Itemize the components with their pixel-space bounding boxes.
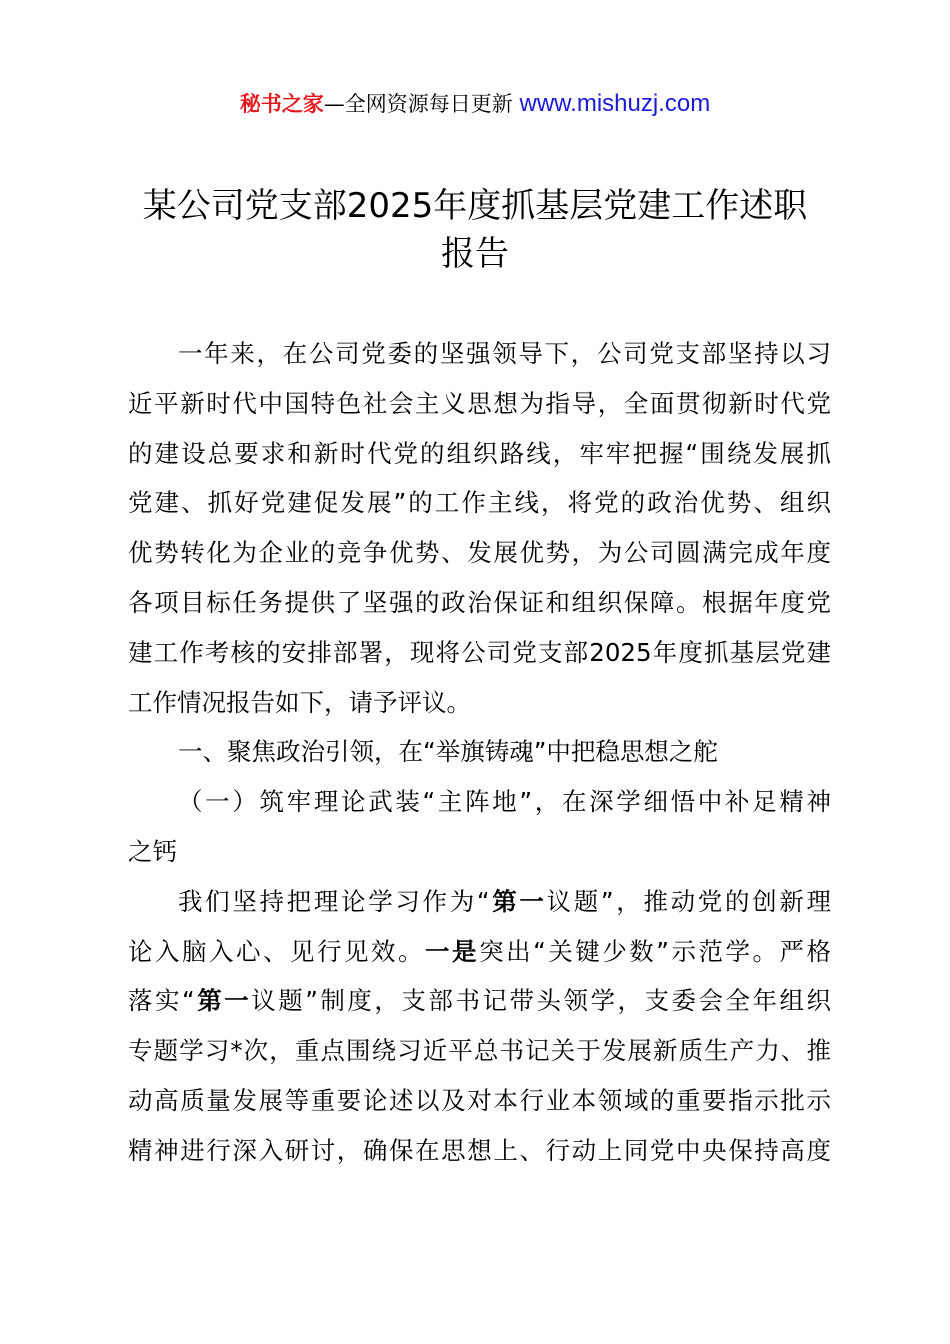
text-line: [128, 981, 831, 1021]
bold-text: 第一: [489, 886, 547, 916]
text-span: 议题”制度，支部书记带头领学，支委会全年组织: [251, 986, 831, 1016]
text-line: [128, 932, 831, 972]
text-span: 动高质量发展等重要论述以及对本行业本领域的重要指示批示: [128, 1086, 831, 1115]
text-line: [128, 583, 831, 623]
title-line: 某公司党支部2025年度抓基层党建工作述职: [142, 186, 808, 226]
text-line: [128, 533, 831, 573]
text-line: [128, 1031, 831, 1071]
text-span: 突出“关键少数”示范学。严格: [479, 936, 832, 966]
text-line: [178, 782, 831, 822]
text-span: 议题”，推动党的创新理: [546, 886, 831, 916]
text-span: （一）筑牢理论武装“主阵地”，在深学细悟中补足精神: [178, 787, 831, 817]
text-span: 优势转化为企业的竞争优势、发展优势，为公司圆满完成年度: [128, 538, 831, 568]
text-span: 之钙: [128, 837, 177, 866]
text-line: [128, 633, 831, 673]
text-span: 论入脑入心、见行见效。: [128, 936, 426, 966]
text-line: [128, 1081, 831, 1121]
document-title: [100, 182, 850, 278]
text-span: 一年来，在公司党委的坚强领导下，公司党支部坚持以习: [178, 339, 831, 368]
text-span: 我们坚持把理论学习作为“: [178, 886, 490, 916]
text-span: 建工作考核的安排部署，现将公司党支部2025年度抓基层党建: [128, 637, 831, 667]
text-span: 专题学习*次，重点围绕习近平总书记关于发展新质生产力、推: [128, 1036, 831, 1066]
text-span: 落实“: [128, 986, 195, 1016]
header-tagline: —全网资源每日更新: [323, 92, 520, 116]
text-line: [128, 434, 831, 474]
text-span: 近平新时代中国特色社会主义思想为指导，全面贯彻新时代党: [128, 388, 831, 418]
text-span: 一、聚焦政治引领，在“举旗铸魂”中把稳思想之舵: [178, 737, 718, 767]
text-line: [128, 832, 831, 872]
text-line: [128, 683, 831, 723]
text-line: [178, 882, 831, 922]
text-span: 的建设总要求和新时代党的组织路线，牢牢把握“围绕发展抓: [128, 438, 831, 468]
title-line: 报告: [441, 234, 509, 274]
site-header: [0, 88, 950, 120]
text-line: [178, 334, 831, 374]
text-span: 各项目标任务提供了坚强的政治保证和组织保障。根据年度党: [128, 588, 831, 617]
text-line: [128, 1131, 831, 1171]
brand-name: 秘书之家: [239, 92, 324, 116]
text-span: 工作情况报告如下，请予评议。: [128, 687, 471, 717]
text-span: 党建、抓好党建促发展”的工作主线，将党的政治优势、组织: [128, 488, 831, 518]
text-line: [128, 483, 831, 523]
text-span: 精神进行深入研讨，确保在思想上、行动上同党中央保持高度: [128, 1135, 831, 1165]
bold-text: 第一: [194, 986, 252, 1016]
text-line: [178, 732, 831, 772]
site-url-link[interactable]: www.mishuzj.com: [519, 90, 711, 117]
bold-text: 一是: [425, 936, 480, 966]
text-line: [128, 384, 831, 424]
